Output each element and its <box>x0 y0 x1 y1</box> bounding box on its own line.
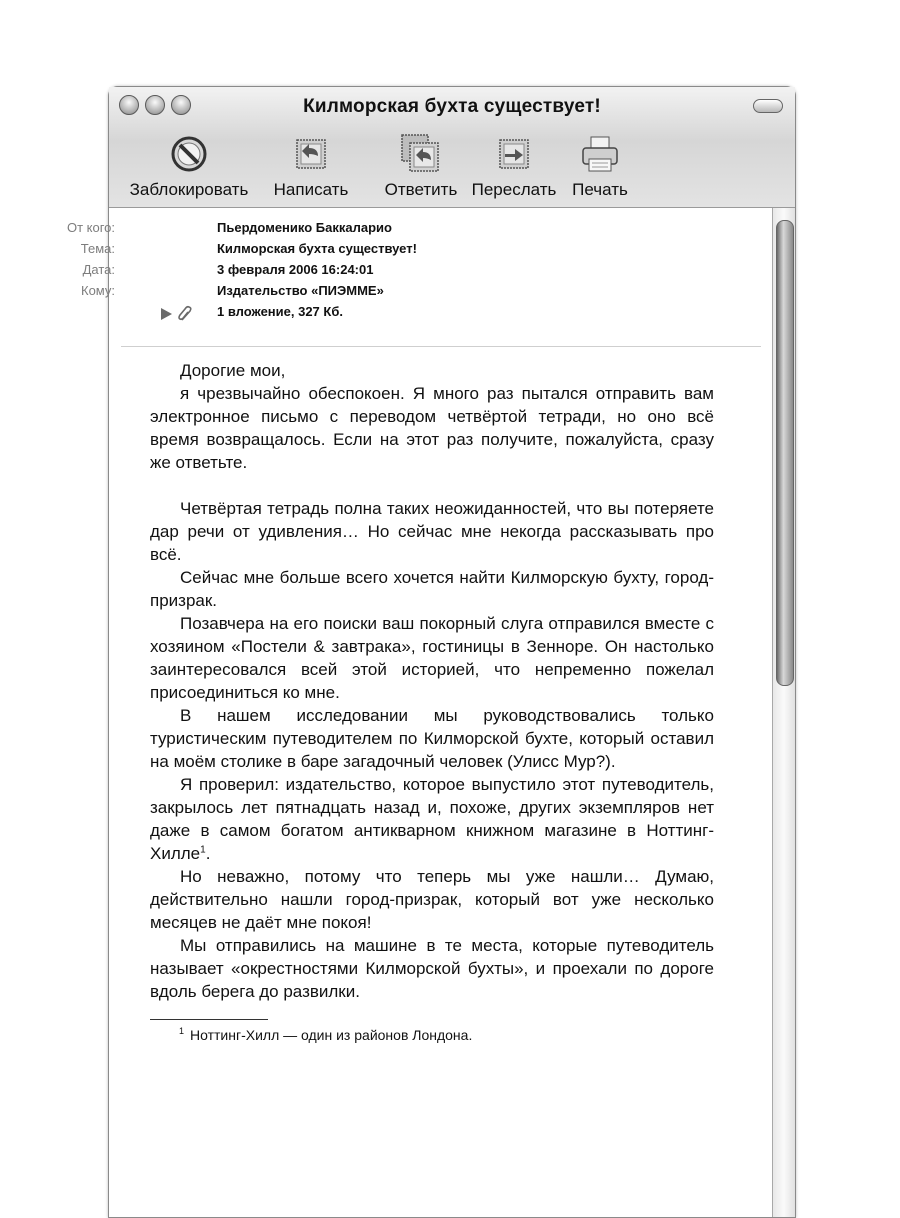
title-bar <box>109 87 795 208</box>
footnote-text: Ноттинг-Хилл — один из районов Лондона. <box>190 1027 473 1043</box>
paragraph-8: Мы отправились на машине в те места, которые путеводитель называет «окрестностями Килморской бухты», и проехали по дороге вдоль берега до развилки. <box>150 936 714 1001</box>
subject-label: Тема: <box>80 241 115 256</box>
forward-icon <box>494 134 534 174</box>
from-value[interactable]: Пьердоменико Баккаларио <box>217 220 392 235</box>
mail-window <box>66 86 796 1218</box>
greeting: Дорогие мои, <box>180 361 286 380</box>
attachment-value[interactable]: 1 вложение, 327 Кб. <box>217 304 343 319</box>
paragraph-2: Четвёртая тетрадь полна таких неожиданностей, что вы потеряете дар речи от удивления… Но сейчас мне некогда рассказывать про всё. <box>150 499 714 564</box>
toolbar <box>109 127 795 205</box>
reply-button[interactable] <box>371 127 471 200</box>
paragraph-7: Но неважно, потому что теперь мы уже нашли… Думаю, действительно нашли город-призрак, который вот уже несколько месяцев не даёт мне покоя! <box>150 867 714 932</box>
block-icon <box>169 134 209 174</box>
paragraph-5: В нашем исследовании мы руководствовались только туристическим путеводителем по Килморской бухте, который оставил на моём столике в баре загадочный человек (Улисс Мур?). <box>150 706 714 771</box>
disclosure-triangle-icon[interactable] <box>159 307 173 321</box>
attachment-toggle[interactable] <box>159 305 193 323</box>
to-value[interactable]: Издательство «ПИЭММЕ» <box>217 283 384 298</box>
header-divider <box>121 346 761 347</box>
header-to <box>81 283 709 303</box>
forward-label: Переслать <box>471 180 557 199</box>
from-label: От кого: <box>66 220 115 235</box>
header-subject <box>80 241 709 261</box>
paragraph-3: Сейчас мне больше всего хочется найти Килморскую бухту, город-призрак. <box>150 568 714 610</box>
paragraph-6 <box>150 773 714 865</box>
block-button[interactable] <box>123 127 255 200</box>
footnote-ref[interactable]: 1 <box>200 844 206 856</box>
to-label: Кому: <box>81 283 115 298</box>
footnote <box>179 1027 472 1043</box>
message-body <box>150 359 714 1003</box>
paragraph-6-text: Я проверил: издательство, которое выпустило этот путеводитель, закрылось лет пятнадцать назад и, похоже, других экземпляров нет даже в самом богатом антикварном книжном магазине в Ноттинг-Хилле <box>150 775 714 863</box>
date-label: Дата: <box>82 262 115 277</box>
paragraph-6-end: . <box>205 844 211 863</box>
header-date <box>82 262 709 282</box>
print-button[interactable] <box>565 127 635 200</box>
footnote-number: 1 <box>179 1026 185 1037</box>
reply-label: Ответить <box>384 180 458 199</box>
reply-icon <box>398 131 444 177</box>
paragraph-1: я чрезвычайно обеспокоен. Я много раз пытался отправить вам электронное письмо с переводом четвёртой тетради, но оно всё время возвращалось. Если на этот раз получите, пожалуйста, сразу же ответьте. <box>150 384 714 472</box>
compose-button[interactable] <box>265 127 357 200</box>
window-title: Килморская бухта существует! <box>303 96 601 117</box>
date-value: 3 февраля 2006 16:24:01 <box>217 262 374 277</box>
paragraph-4: Позавчера на его поиски ваш покорный слуга отправился вместе с хозяином «Постели & завтрака», гостиницы в Зенноре. Он настолько заинтересовался всей этой историей, что непременно пожелал присоединиться ко мне. <box>150 614 714 702</box>
scrollbar-thumb[interactable] <box>776 220 794 686</box>
vertical-scrollbar[interactable] <box>772 208 795 1217</box>
paperclip-icon <box>177 305 193 323</box>
header-from <box>66 220 709 240</box>
forward-button[interactable] <box>469 127 559 200</box>
printer-icon <box>579 133 621 175</box>
print-label: Печать <box>572 180 628 199</box>
footnote-rule <box>150 1019 268 1020</box>
header-attachment <box>109 304 709 324</box>
compose-icon <box>291 134 331 174</box>
block-label: Заблокировать <box>129 180 249 199</box>
subject-value: Килморская бухта существует! <box>217 241 417 256</box>
toolbar-pill-icon[interactable] <box>753 99 783 113</box>
compose-label: Написать <box>273 180 349 199</box>
